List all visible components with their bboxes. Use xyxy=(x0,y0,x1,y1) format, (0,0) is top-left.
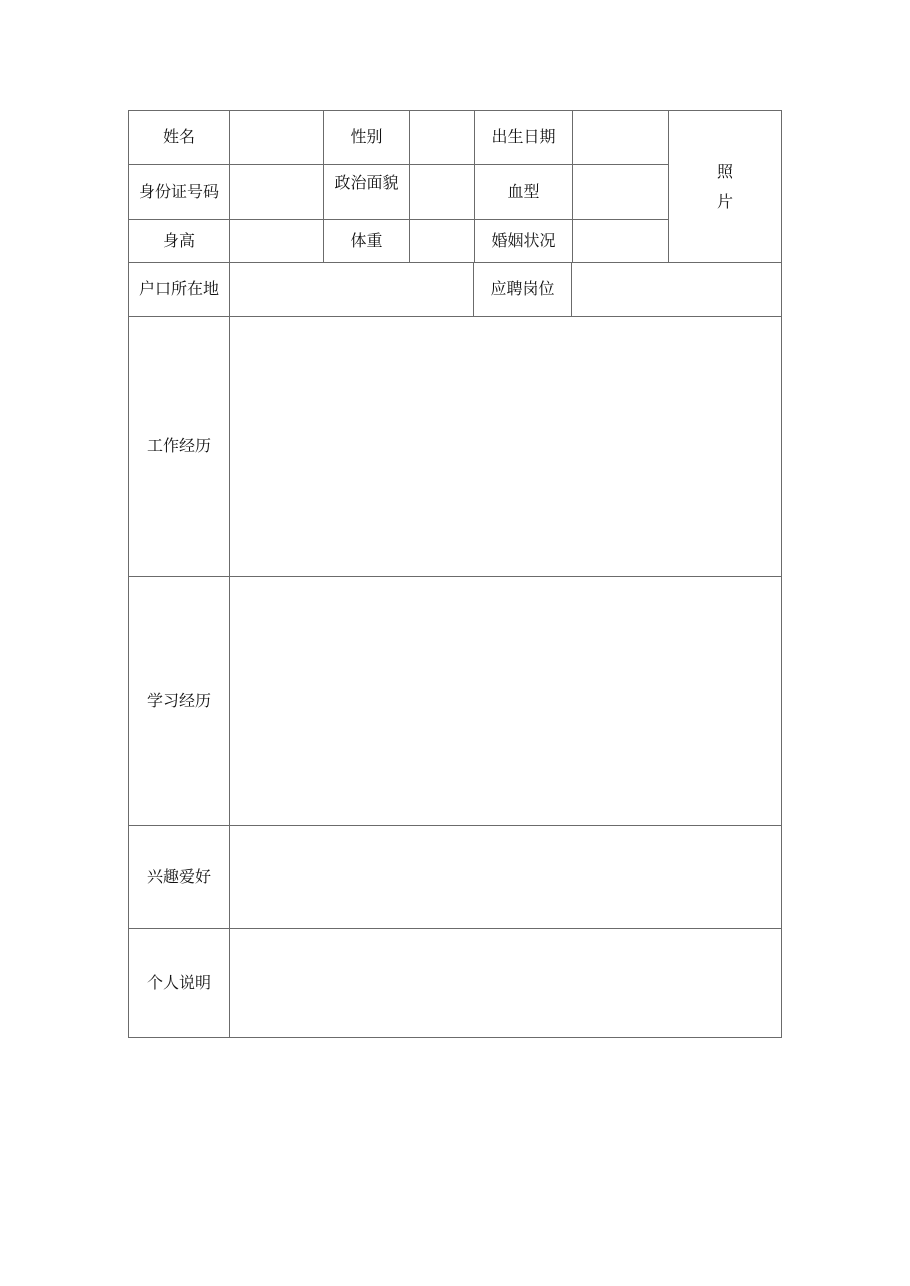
id-number-value-field[interactable] xyxy=(229,164,324,220)
name-label: 姓名 xyxy=(162,127,195,147)
household-location-label: 户口所在地 xyxy=(138,279,219,299)
education-experience-field[interactable] xyxy=(229,576,782,826)
weight-value-field[interactable] xyxy=(409,219,475,263)
hobbies-label: 兴趣爱好 xyxy=(146,866,211,886)
gender-label-cell xyxy=(323,110,410,165)
name-value-field[interactable] xyxy=(229,110,324,165)
work-experience-field[interactable] xyxy=(229,316,782,577)
blood-type-label-cell xyxy=(474,164,573,220)
birth-date-value-field[interactable] xyxy=(572,110,669,165)
household-location-label-cell xyxy=(128,262,230,317)
height-value-field[interactable] xyxy=(229,219,324,263)
gender-value-field[interactable] xyxy=(409,110,475,165)
weight-label-cell xyxy=(323,219,410,263)
political-status-label-cell xyxy=(323,164,410,220)
work-experience-label-cell xyxy=(128,316,230,577)
blood-type-value-field[interactable] xyxy=(572,164,669,220)
id-number-label: 身份证号码 xyxy=(138,181,219,201)
personal-statement-label: 个人说明 xyxy=(146,972,211,992)
name-label-cell xyxy=(128,110,230,165)
photo-box[interactable] xyxy=(668,110,782,263)
applied-position-label: 应聘岗位 xyxy=(490,279,555,299)
hobbies-field[interactable] xyxy=(229,825,782,929)
personal-statement-label-cell xyxy=(128,928,230,1038)
political-status-value-field[interactable] xyxy=(409,164,475,220)
weight-label: 体重 xyxy=(350,230,383,250)
hobbies-label-cell xyxy=(128,825,230,929)
height-label: 身高 xyxy=(162,230,195,250)
household-location-value-field[interactable] xyxy=(229,262,474,317)
education-experience-label-cell xyxy=(128,576,230,826)
political-status-label: 政治面貌 xyxy=(334,173,399,192)
id-number-label-cell xyxy=(128,164,230,220)
photo-label-line1: 照 xyxy=(716,161,733,181)
applied-position-label-cell xyxy=(473,262,572,317)
gender-label: 性别 xyxy=(350,127,383,147)
birth-date-label: 出生日期 xyxy=(491,127,556,147)
marital-status-label-cell xyxy=(474,219,573,263)
photo-label-line2: 片 xyxy=(716,191,733,211)
marital-status-value-field[interactable] xyxy=(572,219,669,263)
work-experience-label: 工作经历 xyxy=(146,436,211,456)
personal-statement-field[interactable] xyxy=(229,928,782,1038)
education-experience-label: 学习经历 xyxy=(146,690,211,710)
birth-date-label-cell xyxy=(474,110,573,165)
blood-type-label: 血型 xyxy=(507,181,540,201)
marital-status-label: 婚姻状况 xyxy=(491,230,556,250)
applied-position-value-field[interactable] xyxy=(571,262,782,317)
height-label-cell xyxy=(128,219,230,263)
